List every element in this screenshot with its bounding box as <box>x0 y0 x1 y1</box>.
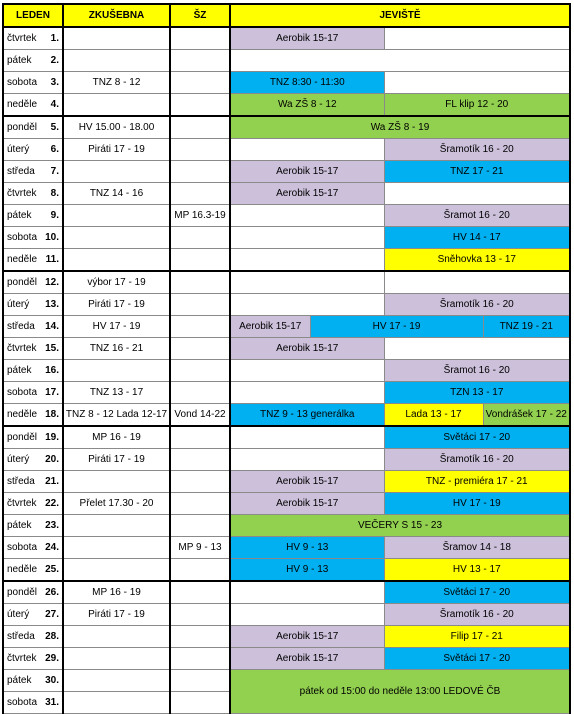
jeviste-cell: Šramov 14 - 18 <box>384 537 570 559</box>
header-row <box>3 4 570 27</box>
jeviste-cell <box>384 338 570 360</box>
zkusebna-cell: Přelet 17.30 - 20 <box>63 493 170 515</box>
zkusebna-cell <box>63 670 170 692</box>
day-name: čtvrtek <box>7 343 37 354</box>
day-name: ponděl <box>7 587 38 598</box>
zkusebna-cell <box>63 626 170 648</box>
day-name: neděle <box>7 409 38 420</box>
schedule-row <box>3 139 570 161</box>
sz-cell <box>170 515 230 537</box>
sz-cell <box>170 559 230 582</box>
zkusebna-cell: TNZ 8 - 12 <box>63 72 170 94</box>
sz-cell <box>170 183 230 205</box>
day-number: 7. <box>50 166 59 177</box>
day-name: neděle <box>7 564 38 575</box>
sz-cell <box>170 648 230 670</box>
jeviste-cell <box>230 449 384 471</box>
jeviste-cell: Světáci 17 - 20 <box>384 581 570 604</box>
jeviste-cell <box>230 139 384 161</box>
schedule-row <box>3 72 570 94</box>
day-cell <box>3 493 63 515</box>
day-name: ponděl <box>7 432 38 443</box>
jeviste-cell: HV 17 - 19 <box>384 493 570 515</box>
sz-cell <box>170 493 230 515</box>
jeviste-cell: Aerobik 15-17 <box>230 27 384 50</box>
day-number: 23. <box>45 520 59 531</box>
sz-cell <box>170 139 230 161</box>
zkusebna-cell: Piráti 17 - 19 <box>63 294 170 316</box>
schedule-row <box>3 581 570 604</box>
day-number: 8. <box>50 188 59 199</box>
jeviste-cell: Šramot 16 - 20 <box>384 205 570 227</box>
day-cell <box>3 161 63 183</box>
day-cell <box>3 471 63 493</box>
day-number: 28. <box>45 631 59 642</box>
day-number: 5. <box>50 122 59 133</box>
jeviste-cell: Sněhovka 13 - 17 <box>384 249 570 272</box>
schedule-row <box>3 360 570 382</box>
jeviste-cell: Lada 13 - 17 <box>384 404 483 427</box>
jeviste-cell <box>230 294 384 316</box>
jeviste-cell: HV 14 - 17 <box>384 227 570 249</box>
schedule-row <box>3 227 570 249</box>
day-number: 26. <box>45 587 59 598</box>
day-cell <box>3 648 63 670</box>
day-number: 21. <box>45 476 59 487</box>
day-number: 17. <box>45 387 59 398</box>
day-number: 20. <box>45 454 59 465</box>
jeviste-cell: Světáci 17 - 20 <box>384 648 570 670</box>
jeviste-cell: Aerobik 15-17 <box>230 316 310 338</box>
zkusebna-cell <box>63 648 170 670</box>
day-name: sobota <box>7 232 38 243</box>
day-cell <box>3 338 63 360</box>
jeviste-cell: FL klip 12 - 20 <box>384 94 570 117</box>
day-cell <box>3 426 63 449</box>
jeviste-cell <box>230 382 384 404</box>
jeviste-cell: Filip 17 - 21 <box>384 626 570 648</box>
sz-cell <box>170 692 230 714</box>
day-cell <box>3 449 63 471</box>
jeviste-cell: Aerobik 15-17 <box>230 161 384 183</box>
jeviste-cell <box>230 50 570 72</box>
day-name: ponděl <box>7 122 38 133</box>
jeviste-cell: pátek od 15:00 do neděle 13:00 LEDOVÉ ČB <box>230 670 570 714</box>
jeviste-cell: Wa ZŠ 8 - 12 <box>230 94 384 117</box>
jeviste-cell: Aerobik 15-17 <box>230 183 384 205</box>
jeviste-cell: Šramot 16 - 20 <box>384 360 570 382</box>
day-name: úterý <box>7 299 30 310</box>
schedule-row <box>3 559 570 582</box>
header-zkusebna: ZKUŠEBNA <box>63 4 170 27</box>
schedule-row <box>3 670 570 692</box>
day-name: sobota <box>7 387 38 398</box>
jeviste-cell: Aerobik 15-17 <box>230 338 384 360</box>
day-name: čtvrtek <box>7 498 37 509</box>
day-name: pátek <box>7 365 32 376</box>
day-name: úterý <box>7 144 30 155</box>
zkusebna-cell <box>63 27 170 50</box>
day-name: středa <box>7 476 35 487</box>
schedule-row <box>3 116 570 139</box>
sz-cell <box>170 670 230 692</box>
schedule-row <box>3 294 570 316</box>
zkusebna-cell <box>63 559 170 582</box>
day-cell <box>3 626 63 648</box>
zkusebna-cell <box>63 50 170 72</box>
day-name: čtvrtek <box>7 653 37 664</box>
header-day: LEDEN <box>3 4 63 27</box>
day-name: pátek <box>7 210 32 221</box>
day-name: sobota <box>7 542 38 553</box>
jeviste-cell: Vondrášek 17 - 22 <box>483 404 570 427</box>
jeviste-cell: TZN 13 - 17 <box>384 382 570 404</box>
zkusebna-cell <box>63 471 170 493</box>
day-cell <box>3 249 63 272</box>
day-cell <box>3 27 63 50</box>
day-cell <box>3 360 63 382</box>
sz-cell <box>170 604 230 626</box>
sz-cell <box>170 50 230 72</box>
schedule-row <box>3 271 570 294</box>
sz-cell <box>170 294 230 316</box>
sz-cell <box>170 338 230 360</box>
day-number: 25. <box>45 564 59 575</box>
schedule-row <box>3 382 570 404</box>
jeviste-cell <box>384 271 570 294</box>
day-number: 9. <box>50 210 59 221</box>
day-name: pátek <box>7 55 32 66</box>
jeviste-cell <box>230 581 384 604</box>
sz-cell <box>170 27 230 50</box>
jeviste-cell: HV 13 - 17 <box>384 559 570 582</box>
sz-cell <box>170 581 230 604</box>
jeviste-cell: Aerobik 15-17 <box>230 493 384 515</box>
zkusebna-cell: MP 16 - 19 <box>63 581 170 604</box>
day-name: úterý <box>7 609 30 620</box>
day-cell <box>3 139 63 161</box>
zkusebna-cell <box>63 227 170 249</box>
schedule-row <box>3 426 570 449</box>
day-cell <box>3 294 63 316</box>
schedule-row <box>3 205 570 227</box>
schedule-row <box>3 161 570 183</box>
day-cell <box>3 94 63 117</box>
zkusebna-cell: MP 16 - 19 <box>63 426 170 449</box>
day-number: 6. <box>50 144 59 155</box>
day-number: 31. <box>45 697 59 708</box>
day-name: středa <box>7 631 35 642</box>
day-cell <box>3 271 63 294</box>
sz-cell <box>170 116 230 139</box>
day-name: pátek <box>7 520 32 531</box>
day-name: sobota <box>7 697 38 708</box>
jeviste-cell: VEČERY S 15 - 23 <box>230 515 570 537</box>
day-number: 10. <box>45 232 59 243</box>
zkusebna-cell <box>63 515 170 537</box>
day-number: 27. <box>45 609 59 620</box>
day-name: středa <box>7 321 35 332</box>
sz-cell <box>170 471 230 493</box>
day-number: 18. <box>45 409 59 420</box>
jeviste-cell: HV 9 - 13 <box>230 537 384 559</box>
sz-cell: MP 9 - 13 <box>170 537 230 559</box>
day-name: úterý <box>7 454 30 465</box>
day-name: ponděl <box>7 277 38 288</box>
sz-cell: Vond 14-22 <box>170 404 230 427</box>
sz-cell <box>170 360 230 382</box>
jeviste-cell: TNZ 8:30 - 11:30 <box>230 72 384 94</box>
day-name: neděle <box>7 99 38 110</box>
day-cell <box>3 604 63 626</box>
day-cell <box>3 581 63 604</box>
day-cell <box>3 316 63 338</box>
jeviste-cell: Šramotík 16 - 20 <box>384 449 570 471</box>
zkusebna-cell <box>63 94 170 117</box>
day-cell <box>3 404 63 427</box>
jeviste-cell: Šramotík 16 - 20 <box>384 604 570 626</box>
schedule-row <box>3 183 570 205</box>
sz-cell <box>170 72 230 94</box>
day-number: 15. <box>45 343 59 354</box>
jeviste-cell <box>230 604 384 626</box>
day-name: středa <box>7 166 35 177</box>
jeviste-cell: Aerobik 15-17 <box>230 471 384 493</box>
schedule-row <box>3 94 570 117</box>
schedule-row <box>3 27 570 50</box>
zkusebna-cell <box>63 205 170 227</box>
day-cell <box>3 382 63 404</box>
schedule-row <box>3 449 570 471</box>
jeviste-cell <box>230 205 384 227</box>
jeviste-cell <box>230 249 384 272</box>
sz-cell <box>170 382 230 404</box>
sz-cell <box>170 316 230 338</box>
zkusebna-cell: Piráti 17 - 19 <box>63 139 170 161</box>
zkusebna-cell: HV 15.00 - 18.00 <box>63 116 170 139</box>
day-cell <box>3 72 63 94</box>
day-number: 29. <box>45 653 59 664</box>
jeviste-cell: HV 17 - 19 <box>310 316 483 338</box>
schedule-table <box>2 3 571 714</box>
schedule-row <box>3 404 570 427</box>
sz-cell <box>170 227 230 249</box>
zkusebna-cell: TNZ 13 - 17 <box>63 382 170 404</box>
schedule-row <box>3 537 570 559</box>
zkusebna-cell <box>63 360 170 382</box>
schedule-row <box>3 493 570 515</box>
header-sz: ŠZ <box>170 4 230 27</box>
day-cell <box>3 559 63 582</box>
zkusebna-cell <box>63 249 170 272</box>
day-number: 12. <box>45 277 59 288</box>
schedule-row <box>3 626 570 648</box>
jeviste-cell: TNZ 9 - 13 generálka <box>230 404 384 427</box>
zkusebna-cell: TNZ 16 - 21 <box>63 338 170 360</box>
jeviste-cell <box>230 360 384 382</box>
day-cell <box>3 515 63 537</box>
jeviste-cell: TNZ - premiéra 17 - 21 <box>384 471 570 493</box>
schedule-row <box>3 50 570 72</box>
day-number: 24. <box>45 542 59 553</box>
schedule-row <box>3 648 570 670</box>
jeviste-cell: TNZ 17 - 21 <box>384 161 570 183</box>
sz-cell: MP 16.3-19 <box>170 205 230 227</box>
sz-cell <box>170 249 230 272</box>
jeviste-cell: Šramotík 16 - 20 <box>384 294 570 316</box>
jeviste-cell <box>230 227 384 249</box>
header-jeviste: JEVIŠTĚ <box>230 4 570 27</box>
day-number: 4. <box>50 99 59 110</box>
zkusebna-cell: TNZ 14 - 16 <box>63 183 170 205</box>
sz-cell <box>170 426 230 449</box>
day-number: 22. <box>45 498 59 509</box>
sz-cell <box>170 626 230 648</box>
jeviste-cell: Aerobik 15-17 <box>230 648 384 670</box>
jeviste-cell: Aerobik 15-17 <box>230 626 384 648</box>
zkusebna-cell <box>63 537 170 559</box>
zkusebna-cell: výbor 17 - 19 <box>63 271 170 294</box>
zkusebna-cell: Piráti 17 - 19 <box>63 604 170 626</box>
day-number: 2. <box>50 55 59 66</box>
day-name: neděle <box>7 254 38 265</box>
day-number: 11. <box>45 254 59 265</box>
day-name: čtvrtek <box>7 33 37 44</box>
day-number: 16. <box>45 365 59 376</box>
sz-cell <box>170 161 230 183</box>
day-name: čtvrtek <box>7 188 37 199</box>
day-number: 14. <box>45 321 59 332</box>
sz-cell <box>170 94 230 117</box>
day-number: 19. <box>45 432 59 443</box>
jeviste-cell <box>384 183 570 205</box>
jeviste-cell: Wa ZŠ 8 - 19 <box>230 116 570 139</box>
jeviste-cell <box>384 72 570 94</box>
schedule-row <box>3 604 570 626</box>
day-cell <box>3 116 63 139</box>
day-number: 1. <box>50 33 59 44</box>
day-name: sobota <box>7 77 38 88</box>
zkusebna-cell <box>63 161 170 183</box>
day-number: 3. <box>50 77 59 88</box>
day-cell <box>3 50 63 72</box>
day-cell <box>3 537 63 559</box>
jeviste-cell: Světáci 17 - 20 <box>384 426 570 449</box>
sz-cell <box>170 271 230 294</box>
day-cell <box>3 670 63 692</box>
jeviste-cell <box>384 27 570 50</box>
day-cell <box>3 183 63 205</box>
jeviste-cell: HV 9 - 13 <box>230 559 384 582</box>
schedule-row <box>3 249 570 272</box>
day-cell <box>3 205 63 227</box>
day-number: 13. <box>45 299 59 310</box>
zkusebna-cell <box>63 692 170 714</box>
day-number: 30. <box>45 675 59 686</box>
schedule-row <box>3 338 570 360</box>
schedule-row <box>3 316 570 338</box>
schedule-row <box>3 515 570 537</box>
zkusebna-cell: Piráti 17 - 19 <box>63 449 170 471</box>
day-cell <box>3 692 63 714</box>
jeviste-cell: Šramotík 16 - 20 <box>384 139 570 161</box>
day-cell <box>3 227 63 249</box>
jeviste-cell <box>230 271 384 294</box>
jeviste-cell: TNZ 19 - 21 <box>483 316 570 338</box>
zkusebna-cell: HV 17 - 19 <box>63 316 170 338</box>
zkusebna-cell: TNZ 8 - 12 Lada 12-17 <box>63 404 170 427</box>
jeviste-cell <box>230 426 384 449</box>
sz-cell <box>170 449 230 471</box>
schedule-row <box>3 471 570 493</box>
day-name: pátek <box>7 675 32 686</box>
